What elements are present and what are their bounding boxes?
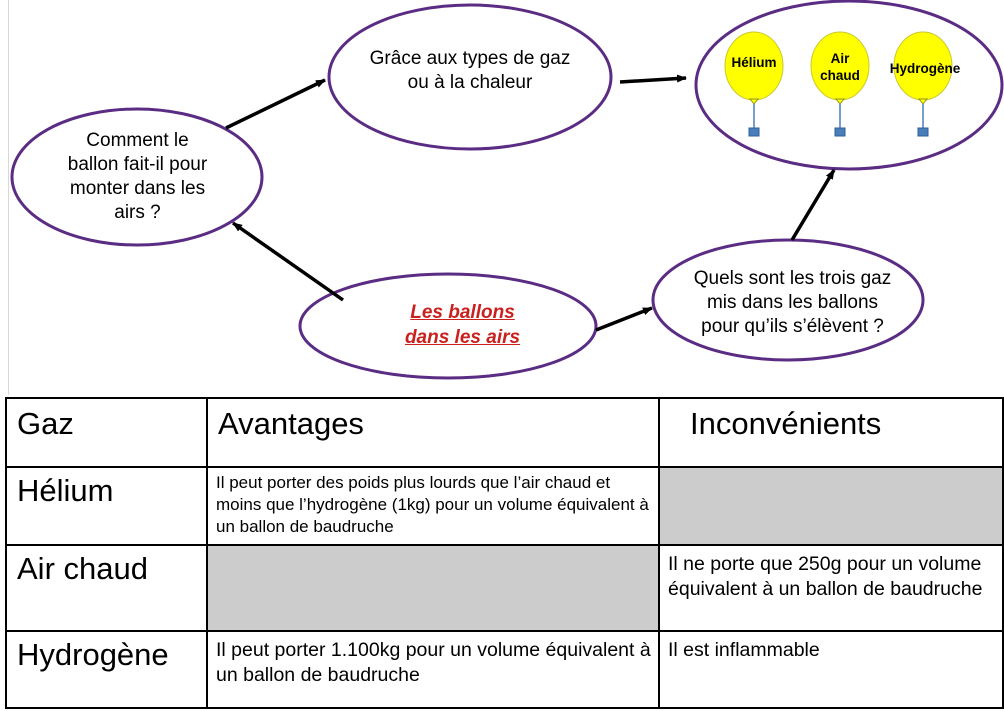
arrow-left-to-top [226,80,325,128]
arrow-right-to-balloons [792,170,834,240]
arrow-title-to-left [233,223,343,300]
table-row [6,631,1003,708]
table-row [6,467,1003,545]
answer-top-line: ou à la chaleur [407,72,533,93]
question-right-line: mis dans les ballons [706,292,879,313]
question-left-line: ballon fait-il pour [67,154,208,175]
header-gaz: Gaz [6,398,207,467]
cell-avantages-helium: Il peut porter des poids plus lourds que l’air chaud et moins que l’hydrogène (1kg) pour un volume équivalent à un ballon de baudruche [207,467,659,545]
row-label-helium: Hélium [6,467,207,545]
title-line-2: dans les airs [404,327,521,348]
question-right-line: pour qu’ils s’élèvent ? [701,316,884,337]
answer-top-line: Grâce aux types de gaz [369,48,571,69]
row-label-hydrogene: Hydrogène [6,631,207,708]
arrow-top-to-balloons [620,78,686,82]
cell-inconvenients-helium [659,467,1003,545]
balloon-label-text: Hydrogène [889,61,961,76]
question-left-line: airs ? [114,202,161,223]
question-right-text [665,265,920,341]
title-line-1: Les ballons [410,302,515,323]
header-avantages: Avantages [207,398,659,467]
arrow-title-to-right [596,308,652,330]
balloon-label-hydrogene [880,60,970,77]
question-left-line: Comment le [86,130,189,151]
table-row [6,545,1003,631]
cell-inconvenients-air-chaud: Il ne porte que 250g pour un volume équivalent à un ballon de baudruche [659,545,1003,631]
gas-comparison-table [5,397,1004,709]
diagram-title [360,299,565,351]
cell-avantages-air-chaud [207,545,659,631]
balloon-label-text: Hélium [731,55,777,70]
balloon-label-text: Air [830,51,850,66]
table-header-row [6,398,1003,467]
cell-avantages-hydrogene: Il peut porter 1.100kg pour un volume équivalent à un ballon de baudruche [207,631,659,708]
question-left-text [40,127,235,227]
header-inconvenients: Inconvénients [659,398,1003,467]
cell-inconvenients-hydrogene: Il est inflammable [659,631,1003,708]
question-left-line: monter dans les [69,178,206,199]
balloon-label-air-chaud [810,50,870,84]
answer-top-text [340,45,600,97]
row-label-air-chaud: Air chaud [6,545,207,631]
balloon-label-helium [722,54,786,71]
balloon-label-text: chaud [820,68,860,83]
question-right-line: Quels sont les trois gaz [693,268,892,289]
